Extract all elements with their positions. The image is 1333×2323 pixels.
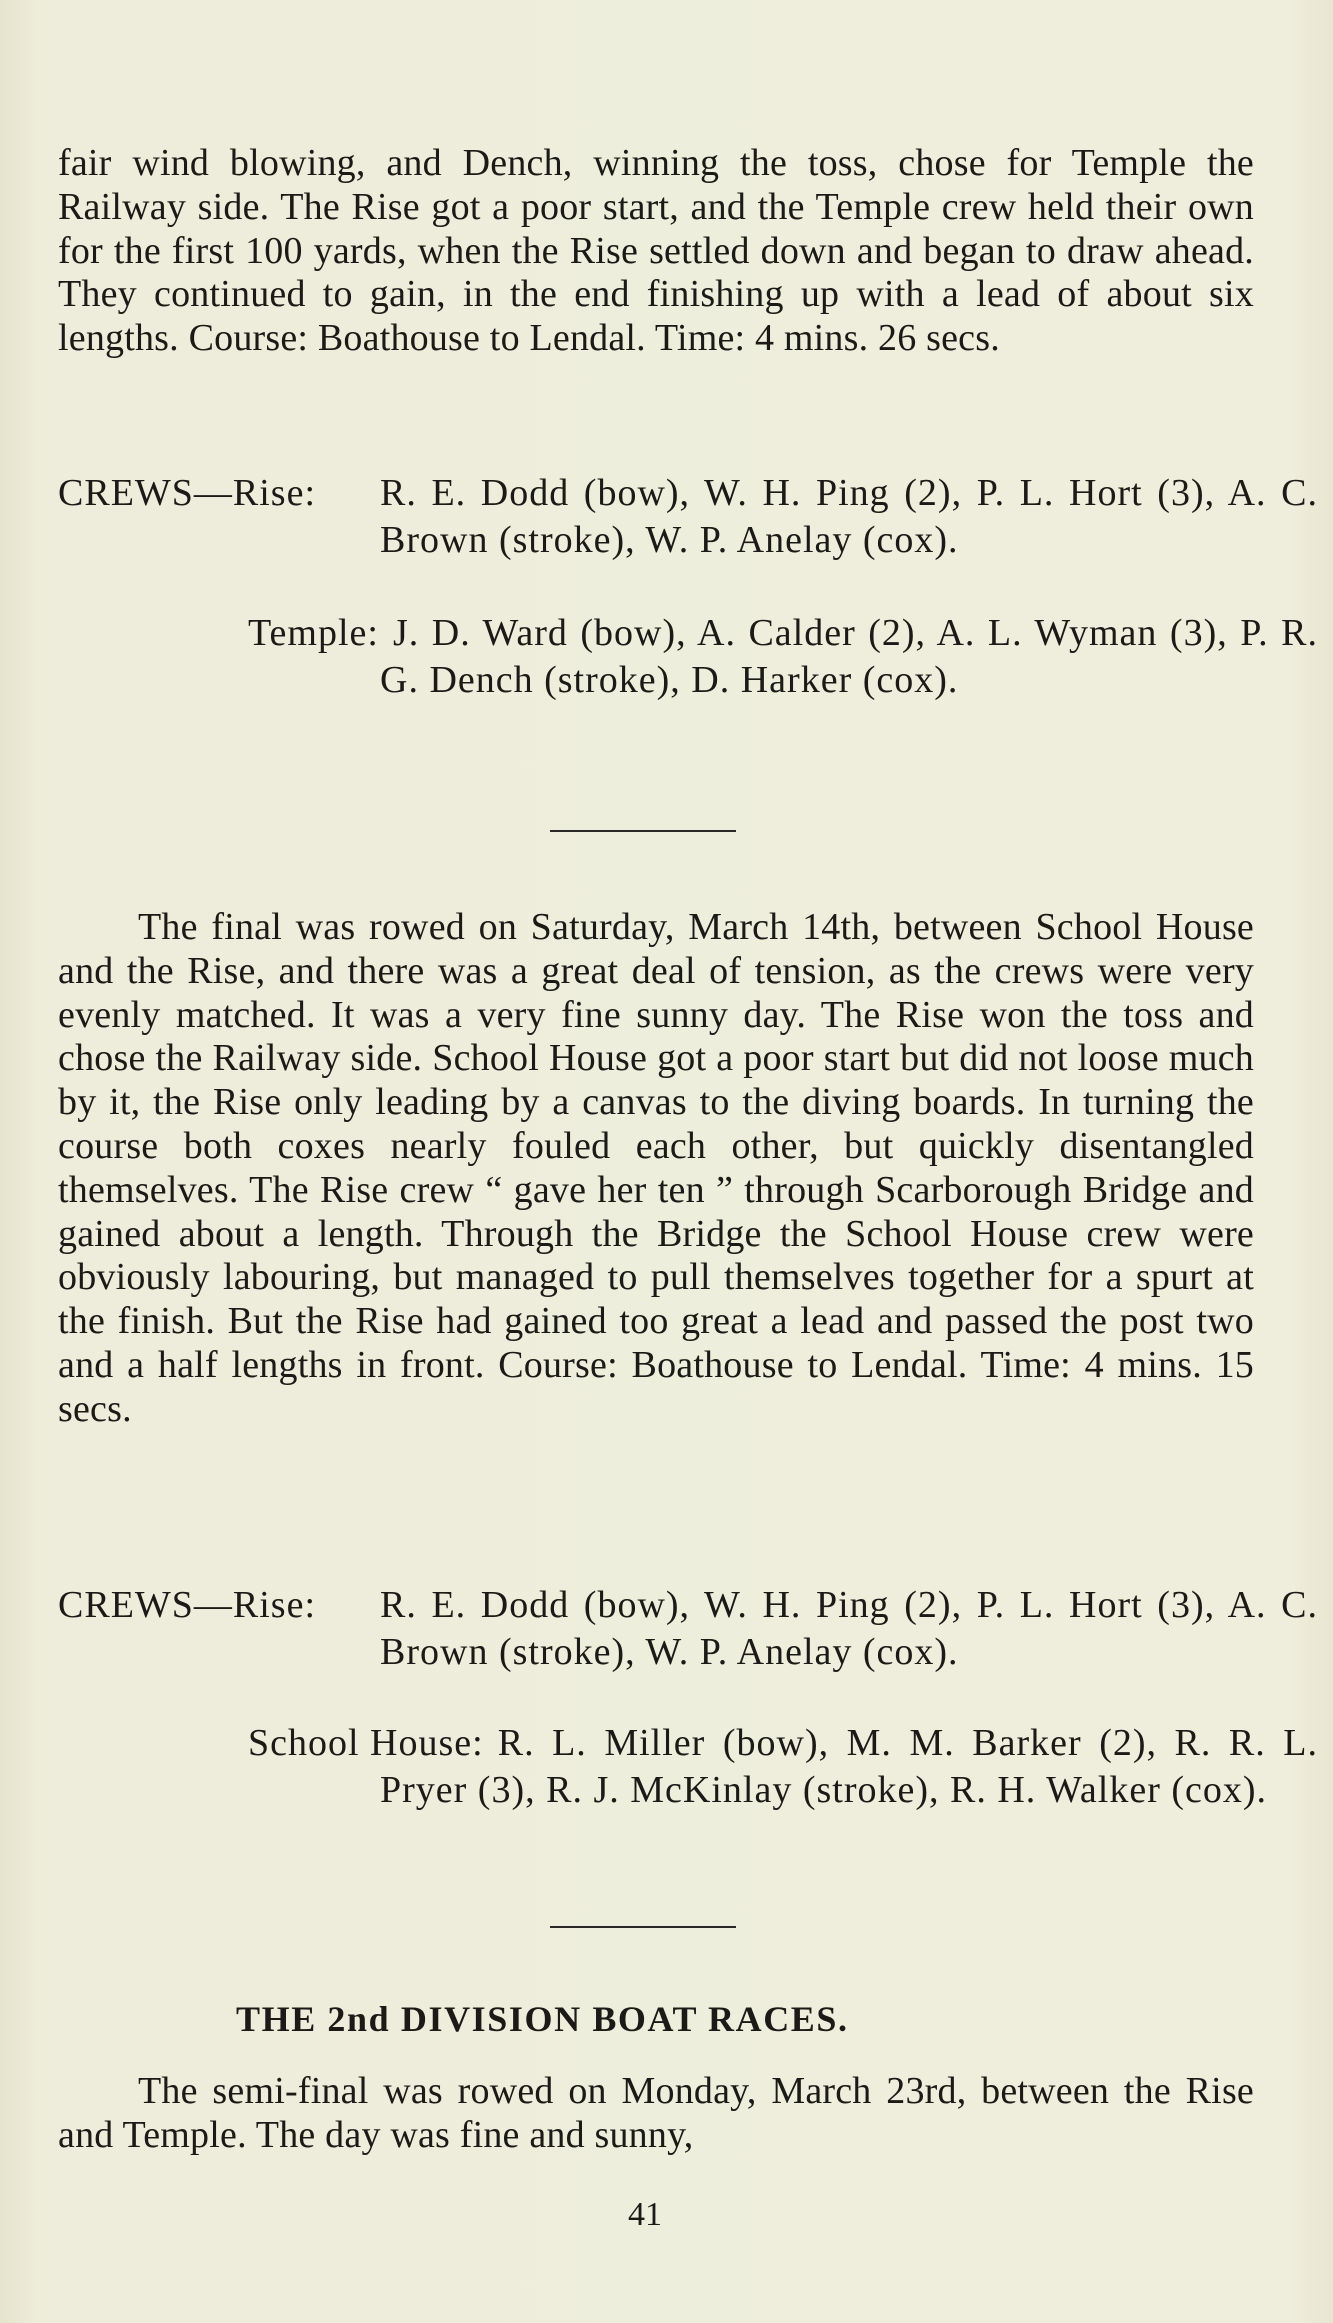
crews-list-2: [58, 1582, 1318, 1872]
paragraph-2-block: [58, 906, 1254, 1432]
page-number: 41: [628, 2196, 662, 2233]
crews-1-rise-text: R. E. Dodd (bow), W. H. Ping (2), P. L. Hort (3), A. C. Brown (stroke), W. P. Anelay (cox).: [380, 472, 1318, 561]
section-heading: THE 2nd DIVISION BOAT RACES.: [236, 1999, 849, 2039]
crews-2-school-house-label: School House:: [248, 1722, 484, 1764]
crews-1-rise-label: CREWS—Rise:: [58, 472, 317, 514]
crews-1-temple-label: Temple:: [248, 612, 379, 654]
paragraph-3: The semi-final was rowed on Monday, March 23rd, between the Rise and Temple. The day was fine and sunny,: [58, 2070, 1254, 2156]
crews-2-school-house-text: R. L. Miller (bow), M. M. Barker (2), R. R. L. Pryer (3), R. J. McKinlay (stroke), R. H. Walker (cox).: [380, 1722, 1318, 1811]
section-divider-2: [550, 1926, 736, 1928]
crews-2-rise-text: R. E. Dodd (bow), W. H. Ping (2), P. L. Hort (3), A. C. Brown (stroke), W. P. Anelay (cox).: [380, 1584, 1318, 1673]
crews-list-1: [58, 470, 1318, 760]
paragraph-1-block: [58, 142, 1254, 361]
paragraph-2: The final was rowed on Saturday, March 14th, between School House and the Rise, and there was a great deal of tension, as the crews were very evenly matched. It was a very fine sunny day. The Rise won the toss and chose the Railway side. School House got a poor start but did not loose much by it, the Rise only leading by a canvas to the diving boards. In turning the course both coxes nearly fouled each other, but quickly disentangled themselves. The Rise crew “ gave her ten ” through Scarborough Bridge and gained about a length. Through the Bridge the School House crew were obviously labouring, but managed to pull themselves together for a spurt at the finish. But the Rise had gained too great a lead and passed the post two and a half lengths in front. Course: Boathouse to Lendal. Time: 4 mins. 15 secs.: [58, 906, 1254, 1430]
paragraph-1: fair wind blowing, and Dench, winning the toss, chose for Temple the Railway side. The Rise got a poor start, and the Temple crew held their own for the first 100 yards, when the Rise settled down and began to draw ahead. They continued to gain, in the end finishing up with a lead of about six lengths. Course: Boathouse to Lendal. Time: 4 mins. 26 secs.: [58, 142, 1254, 360]
crews-1-temple-text: J. D. Ward (bow), A. Calder (2), A. L. Wyman (3), P. R. G. Dench (stroke), D. Harker (cox).: [380, 612, 1318, 701]
crews-2-rise-label: CREWS—Rise:: [58, 1584, 317, 1626]
section-divider-1: [550, 830, 736, 832]
paragraph-3-block: [58, 2070, 1254, 2158]
